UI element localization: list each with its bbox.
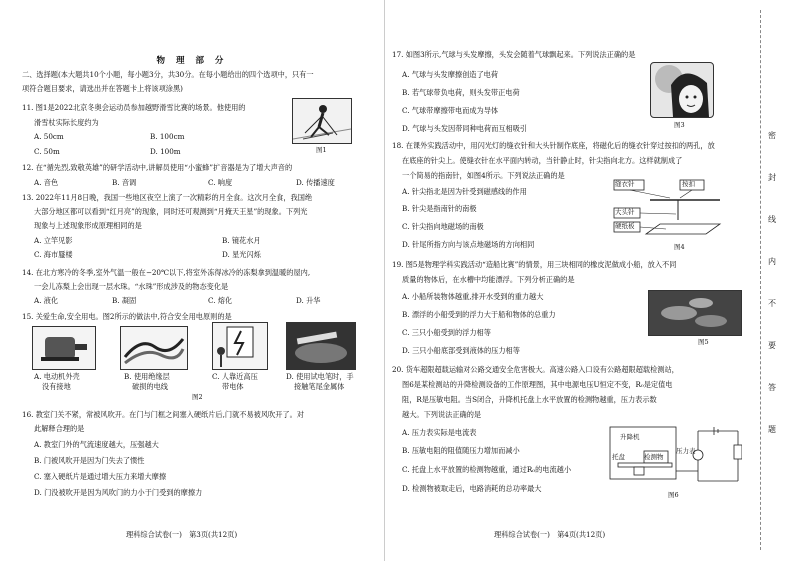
left-page [0, 0, 385, 561]
section-title: 物 理 部 分 [156, 56, 228, 66]
seal-char: 不 [768, 299, 776, 308]
fig6-meter-label: 压力表 [676, 447, 696, 455]
q14-stem: 14. 在北方寒冷的冬季,室外气温一般在−20℃以下,将室外冻得冰冷的冻梨拿到温暖的屋内, [22, 268, 311, 277]
q19-option-b: B. 漂浮的小船受到的浮力大于船和物体的总重力 [402, 310, 556, 319]
fig6-object-label: 检测物 [644, 453, 664, 461]
q19-option-d: D. 三只小船底部受到液体的压力相等 [402, 346, 520, 355]
right-page [386, 0, 758, 561]
fig3-girl-balloon-photo [650, 62, 714, 118]
seal-char: 线 [768, 215, 776, 224]
q13-option-a: A. 立竿见影 [34, 236, 73, 245]
seal-char: 要 [768, 341, 776, 350]
q20-stem-cont3: 越大。下列说法正确的是 [402, 410, 482, 419]
seal-char: 内 [768, 257, 776, 266]
q16-option-a: A. 教室门外的气流速度越大，压强越大 [34, 440, 159, 449]
q19-stem-cont: 质量的物体后，在水槽中均能漂浮。下列分析正确的是 [402, 275, 575, 284]
fig4-button-label: 按扣 [682, 180, 695, 188]
q17-option-d: D. 气球与头发因带同种电荷而互相吸引 [402, 124, 528, 133]
q14-option-a: A. 液化 [34, 296, 59, 305]
q13-option-b: B. 镜花水月 [222, 236, 261, 245]
q11-stem-cont: 滑雪杖实际长度约为 [34, 118, 99, 127]
q11-option-b: B. 100cm [150, 132, 185, 141]
q12-option-d: D. 传播速度 [296, 178, 335, 187]
q14-option-d: D. 升华 [296, 296, 321, 305]
girl-balloon-drawing [651, 63, 713, 117]
q15-option-b-cont: 破损的电线 [132, 382, 168, 391]
fig6-tray-label: 托盘 [612, 453, 625, 461]
fig2-broken-wire [120, 326, 188, 370]
binding-line [760, 10, 761, 550]
q11-option-d: D. 100m [150, 147, 181, 156]
q15-option-c: C. 人靠近高压 [212, 372, 258, 381]
q11-option-c: C. 50m [34, 147, 60, 156]
q13-stem-cont2: 现象与上述现象形成原理相同的是 [34, 221, 142, 230]
fig4-label: 图4 [674, 243, 685, 251]
fig6-lift-label: 升降机 [620, 433, 640, 441]
q18-stem: 18. 在课外实践活动中，用闪光灯的缝衣针和大头针制作底座，将磁化后的缝衣针穿过按扣的两孔，放 [392, 141, 715, 150]
fig4-pin-label: 大头针 [615, 208, 635, 216]
q19-option-a: A. 小船所装物体越重,排开水受到的重力越大 [402, 292, 544, 301]
instructions: 二、选择题(本大题共10个小题，每小题3分，共30分。在每小题给出的四个选项中，只有一 [22, 70, 314, 79]
fig2-high-voltage [212, 322, 268, 370]
q13-option-c: C. 海市蜃楼 [34, 250, 73, 259]
q12-option-b: B. 音调 [112, 178, 137, 187]
q16-stem-cont: 此解释合理的是 [34, 424, 85, 433]
q13-stem-cont: 大部分地区都可以看到“红月亮”的现象，同时还可观测到“月掩天王星”的现象。下列光 [34, 207, 308, 216]
q15-stem: 15. 关爱生命,安全用电。图2所示的做法中,符合安全用电原则的是 [22, 312, 232, 321]
q18-option-b: B. 针尖是指南针的南极 [402, 204, 477, 213]
fig1-skier-photo [292, 98, 352, 144]
q16-option-b: B. 门被风吹开是因为门失去了惯性 [34, 456, 145, 465]
seal-char: 密 [768, 131, 776, 140]
q18-option-d: D. 针尾所指方向与该点地磁场的方向相同 [402, 240, 535, 249]
q15-option-a-cont: 没有接地 [42, 382, 71, 391]
skier-drawing [293, 99, 351, 143]
q12-stem: 12. 在“循先烈,致敬英雄”的研学活动中,讲解员使用“小蜜蜂”扩音器是为了增大声音的 [22, 163, 293, 172]
q17-stem: 17. 如图3所示,气球与头发摩擦，头发会随着气球飘起来。下列说法正确的是 [392, 50, 636, 59]
seal-char: 封 [768, 173, 776, 182]
fig5-boats-photo [648, 290, 742, 336]
q20-stem-cont2: 阻，R是压敏电阻。当S闭合，升降机托盘上水平放置的检测物越重，压力表示数 [402, 395, 657, 404]
fig6-label: 图6 [668, 491, 679, 499]
right-page-footer: 理科综合试卷(一) 第4页(共12页) [494, 530, 606, 539]
q17-option-b: B. 若气球带负电荷，则头发带正电荷 [402, 88, 520, 97]
left-page-footer: 理科综合试卷(一) 第3页(共12页) [126, 530, 238, 539]
high-voltage-drawing [213, 323, 267, 369]
fig2-test-pen-photo [286, 322, 356, 370]
q11-option-a: A. 50cm [34, 132, 64, 141]
sealing-line-notice [764, 130, 784, 460]
instructions-cont: 项符合题目要求，请选出并在答题卡上将该项涂黑) [22, 84, 183, 93]
q14-stem-cont: 一会儿冻梨上会出现一层水珠。“水珠”形成涉及的物态变化是 [34, 282, 229, 291]
motor-drawing [33, 327, 95, 369]
q15-option-d: D. 使用试电笔时，手 [286, 372, 354, 381]
q15-option-d-cont: 接触笔尾金属体 [294, 382, 345, 391]
q13-option-d: D. 星光闪烁 [222, 250, 261, 259]
q20-option-b: B. 压敏电阻的阻值随压力增加而减小 [402, 446, 520, 455]
q18-stem-cont2: 一个简易的指南针，如图4所示。下列说法正确的是 [402, 171, 565, 180]
q16-option-d: D. 门没被吹开是因为风吹门的力小于门受到的摩擦力 [34, 488, 203, 497]
fig3-label: 图3 [674, 121, 685, 129]
q12-option-a: A. 音色 [34, 178, 59, 187]
test-pen-drawing [287, 323, 355, 369]
boats-drawing [649, 291, 741, 335]
q20-option-c: C. 托盘上水平放置的检测物越重，通过R₀的电流越小 [402, 465, 572, 474]
q20-stem: 20. 货车超限超载运输对公路交通安全危害极大。高速公路入口设有公路超限超载检测站， [392, 365, 679, 374]
fig1-label: 图1 [316, 146, 327, 154]
q20-stem-cont: 图6是某检测站的升降检测设备的工作原理图，其中电源电压U恒定不变，R₀是定值电 [402, 380, 673, 389]
fig5-label: 图5 [698, 338, 709, 346]
seal-char: 题 [768, 425, 776, 434]
fig4-needle-label: 缝衣针 [615, 180, 635, 188]
q20-option-d: D. 检测物被取走后，电路消耗的总功率最大 [402, 484, 542, 493]
q19-option-c: C. 三只小船受到的浮力相等 [402, 328, 491, 337]
wire-drawing [121, 327, 187, 369]
q12-option-c: C. 响度 [208, 178, 233, 187]
fig4-base-label: 硬纸板 [615, 222, 635, 230]
q19-stem: 19. 图5是物理学科实践活动“造船比赛”的情景，用三块相同的橡皮泥做成小船，放入不同 [392, 260, 677, 269]
q14-option-c: C. 熔化 [208, 296, 233, 305]
q11-stem: 11. 图1是2022北京冬奥会运动员参加越野滑雪比赛的场景。他使用的 [22, 103, 246, 112]
q20-option-a: A. 压力表实际是电流表 [402, 428, 477, 437]
q13-stem: 13. 2022年11月8日晚，我国一些地区夜空上演了一次精彩的月全食。这次月全食，我国绝 [22, 193, 313, 202]
q18-option-c: C. 针尖指向地磁场的南极 [402, 222, 484, 231]
q18-option-a: A. 针尖指北是因为针受到磁感线的作用 [402, 187, 527, 196]
q14-option-b: B. 凝固 [112, 296, 137, 305]
q15-option-b: B. 使用绝缘层 [124, 372, 170, 381]
q16-stem: 16. 教室门关不紧，常被风吹开。在门与门框之间塞入硬纸片后,门就不易被风吹开了。对 [22, 410, 304, 419]
q16-option-c: C. 塞入硬纸片是通过增大压力来增大摩擦 [34, 472, 167, 481]
q17-option-c: C. 气球带摩擦带电而成为导体 [402, 106, 499, 115]
q17-option-a: A. 气球与头发摩擦创造了电荷 [402, 70, 499, 79]
seal-char: 答 [768, 383, 776, 392]
q15-option-c-cont: 带电体 [222, 382, 244, 391]
fig2-motor [32, 326, 96, 370]
q15-option-a: A. 电动机外壳 [34, 372, 80, 381]
q18-stem-cont: 在底座的针尖上。使缝衣针在水平面内转动，当针静止时，针尖指向北方。这样就制成了 [402, 156, 683, 165]
fig2-label: 图2 [192, 393, 203, 401]
